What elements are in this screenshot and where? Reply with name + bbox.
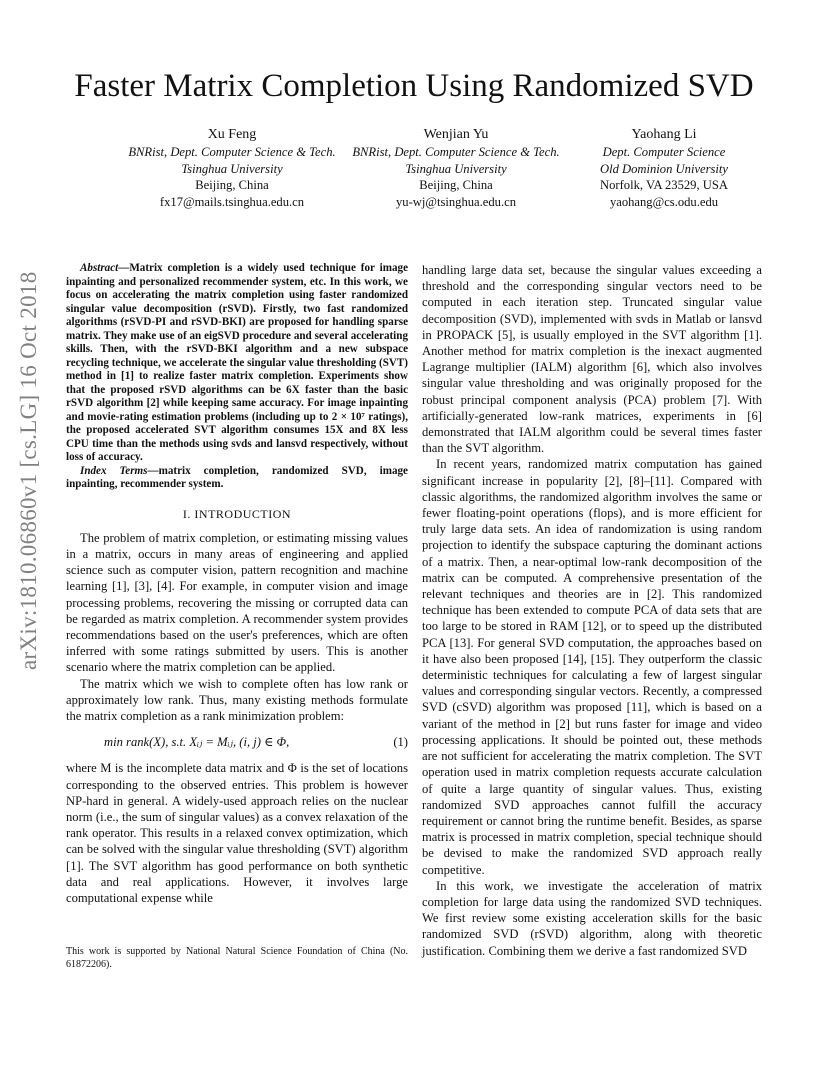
paragraph: where M is the incomplete data matrix and Φ is the set of locations corresponding to the observed entries. This problem is however NP-hard in general. A widely-used approach relies on the nuclear norm (i.e., the sum of singular values) as a convex relaxation of the rank operator. This results in a relaxed convex optimization, which can be solved with the singular value thresholding (SVT) algorithm [1]. The SVT algorithm has good performance on both synthetic data and real applications. However, it involves large computational expense while bbox=[66, 761, 408, 905]
footnote: This work is supported by National Natural Science Foundation of China (No. 61872206). bbox=[66, 946, 408, 970]
arxiv-stamp: arXiv:1810.06860v1 [cs.LG] 16 Oct 2018 bbox=[16, 271, 41, 670]
abstract bbox=[66, 262, 408, 465]
abstract-label: Abstract bbox=[80, 262, 119, 274]
index-terms bbox=[66, 465, 408, 492]
paragraph: The problem of matrix completion, or estimating missing values in a matrix, occurs in many areas of engineering and applied science such as computer vision, pattern recognition and machine learning [1], [3], [4]. For example, in computer vision and image processing problems, recovering the missing or corrupted data can be regarded as matrix completion. A recommender system provides recommendations based on the user's preferences, which are often inferred with some ratings submitted by users. This is another scenario where the matrix completion can be applied. bbox=[66, 530, 408, 675]
author-name: Wenjian Yu bbox=[423, 127, 489, 142]
equation-1 bbox=[66, 734, 408, 750]
author-affiliation: Dept. Computer Science bbox=[602, 145, 726, 159]
equation-body: min rank(X), s.t. Xᵢⱼ = Mᵢⱼ, (i, j) ∈ Φ, bbox=[104, 735, 290, 750]
index-terms-label: Index Terms bbox=[80, 464, 148, 477]
author-name: Yaohang Li bbox=[631, 127, 697, 142]
author-email: yaohang@cs.odu.edu bbox=[609, 194, 719, 209]
right-column bbox=[422, 262, 762, 959]
paragraph: In this work, we investigate the acceleration of matrix completion for large data using the randomized SVD techniques. We first review some existing acceleration skills for the basic randomized SVD (rSVD) algorithm, along with theoretic justification. Combining them we derive a fast randomized SVD bbox=[422, 878, 762, 958]
paragraph: handling large data set, because the singular values exceeding a threshold and the corresponding singular vectors need to be computed in each iteration step. Truncated singular value decomposition (SVD), implemented with svds in Matlab or lansvd in PROPACK [5], is usually employed in the SVT algorithm [1]. Another method for matrix completion is the inexact augmented Lagrange multiplier (IALM) algorithm [6], which also involves singular value thresholding and was originally proposed for the robust principal component analysis (PCA) problem [7]. With artificially-generated low-rank matrices, experiments in [6] demonstrated that IALM algorithm could be several times faster than the SVT algorithm. bbox=[422, 263, 762, 456]
author-block-1 bbox=[112, 126, 352, 210]
author-location: Beijing, China bbox=[195, 178, 269, 192]
paragraph: The matrix which we wish to complete often has low rank or approximately low rank. Thus, many existing methods formulate the matrix completion as a rank minimization problem: bbox=[66, 676, 408, 723]
author-location: Norfolk, VA 23529, USA bbox=[600, 178, 728, 192]
equation-number: (1) bbox=[393, 735, 408, 750]
author-name: Xu Feng bbox=[207, 127, 257, 142]
author-location: Beijing, China bbox=[419, 178, 493, 192]
author-institution: Old Dominion University bbox=[599, 161, 729, 176]
section-heading: I. INTRODUCTION bbox=[182, 506, 292, 521]
author-affiliation: BNRist, Dept. Computer Science & Tech. bbox=[352, 145, 560, 159]
paragraph: In recent years, randomized matrix computation has gained significant increase in popularity [2], [8]–[11]. Compared with classic algorithms, the randomized algorithm involves the same or fewer floating-point operations (flops), and is more efficient for truly large data sets. An idea of randomization is using random projection to identify the subspace capturing the dominant actions of a matrix. Then, a near-optimal low-rank decomposition of the matrix can be computed. A comprehensive presentation of the relevant techniques and theories are in [2]. This randomized technique has been extended to compute PCA of data sets that are too large to be stored in RAM [12], or to speed up the distributed PCA [13]. For general SVD computation, the approaches based on it have also been proposed [14], [15]. They outperform the classic deterministic techniques for calculating a few of largest singular values and corresponding singular vectors. Recently, a compressed SVD (cSVD) algorithm was proposed [11], which is based on a variant of the method in [2] but runs faster for image and video processing applications. It should be pointed out, these methods are not sufficient for accelerating the matrix completion. The SVT operation used in matrix completion requests accurate calculation of quite a large quantity of singular values. Thus, existing randomized SVD approaches cannot fulfill the accuracy requirement or cannot bring the runtime benefit. Besides, as sparse matrix is processed in matrix completion, special technique should be devised to make the randomized SVD approach really competitive. bbox=[422, 457, 762, 877]
left-column bbox=[66, 262, 408, 906]
author-email: yu-wj@tsinghua.edu.cn bbox=[395, 194, 517, 209]
paper-title: Faster Matrix Completion Using Randomized SVD bbox=[74, 68, 754, 104]
author-block-2 bbox=[336, 126, 576, 210]
author-institution: Tsinghua University bbox=[405, 161, 507, 176]
author-block-3 bbox=[544, 126, 784, 210]
author-affiliation: BNRist, Dept. Computer Science & Tech. bbox=[128, 145, 336, 159]
author-email: fx17@mails.tsinghua.edu.cn bbox=[159, 194, 305, 209]
abstract-text: —Matrix completion is a widely used technique for image inpainting and personalized recommender system, etc. In this work, we focus on accelerating the matrix completion using faster randomized singular value decomposition (rSVD). Firstly, two fast randomized algorithms (rSVD-PI and rSVD-BKI) are proposed for handling sparse matrix. They make use of an eigSVD procedure and several accelerating skills. Then, with the rSVD-BKI algorithm and a new subspace recycling technique, we accelerate the singular value thresholding (SVT) method in [1] to realize faster matrix completion. Experiments show that the proposed rSVD algorithms can be 6X faster than the basic rSVD algorithm [2] while keeping same accuracy. For image inpainting and movie-rating estimation problems (including up to 2 × 10⁷ ratings), the proposed accelerated SVT algorithm consumes 15X and 8X less CPU time than the methods using svds and lansvd respectively, without loss of accuracy. bbox=[66, 262, 408, 463]
author-institution: Tsinghua University bbox=[181, 161, 283, 176]
index-terms-text: —matrix completion, randomized SVD, image inpainting, recommender system. bbox=[66, 464, 408, 490]
